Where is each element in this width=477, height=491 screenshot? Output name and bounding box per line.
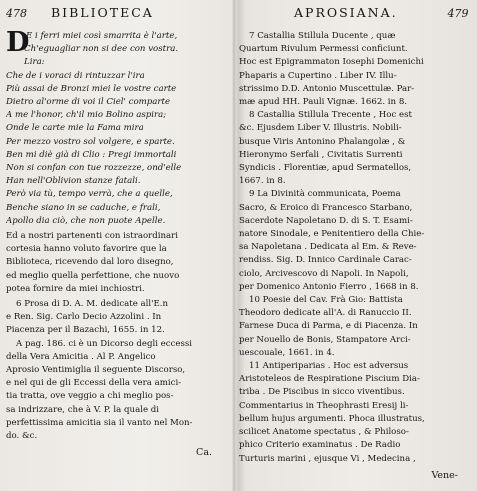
text-line: Apollo dia ciò, che non puote Apelle.: [6, 215, 166, 226]
text-line: Ed a nostri partenenti con istraordinari: [6, 231, 179, 242]
text-line: e nel qui de gli Eccessi della vera amici-: [6, 378, 182, 389]
text-line: bellum hujus argumenti. Phoca illustratus,: [239, 413, 425, 424]
text-line: strissimo D.D. Antonio Muscettulæ. Par-: [239, 83, 415, 94]
text-line: Aprosio Ventimiglia il seguente Discorso,: [6, 365, 186, 376]
text-line: e Ren. Sig. Carlo Decio Azzolini . In: [6, 312, 162, 323]
text-line: Phaparis a Cupertino . Liber IV. Illu-: [239, 70, 397, 81]
text-line: per Domenico Antonio Fierro , 1668 in 8.: [239, 281, 419, 292]
text-line: 6 Prosa di D. A. M. dedicate all'E.n: [16, 299, 169, 310]
right-page-number: 479: [447, 7, 469, 20]
text-line: Turturis marini , ejusque Vi , Medecina ,: [239, 453, 416, 464]
text-line: Ben mi diè già di Clio : Pregi immortali: [6, 149, 177, 160]
text-line: rendiss. Sig. D. Innico Cardinale Carac-: [239, 255, 412, 266]
text-line: do. &c.: [6, 431, 38, 442]
catchword: Vene-: [431, 469, 458, 481]
text-line: per Nouello de Bonis, Stampatore Arci-: [239, 334, 411, 345]
text-line: &c. Ejusdem Liber V. Illustris. Nobili-: [239, 123, 402, 134]
text-line: natore Sinodale, e Penitentiero della Chie-: [239, 229, 425, 240]
text-line: A pag. 186. ci è un Dicorso degli eccessi: [16, 338, 193, 349]
text-line: phico Criterio examinatus . De Radio: [239, 440, 401, 451]
left-page-text: [6, 27, 226, 460]
text-line: busque Viris Antonino Phalangolæ , &: [239, 136, 406, 147]
text-line: Più assai de Bronzi miei le vostre carte: [6, 83, 177, 94]
text-line: E i ferri miei così smarrita è l'arte,: [26, 31, 178, 41]
text-line: Hieronymo Serfali , Civitatis Surrenti: [239, 149, 403, 160]
text-line: sa Napoletana . Dedicata al Em. & Reve-: [239, 242, 417, 253]
text-line: Biblioteca, ricevendo dal loro disegno,: [6, 257, 174, 268]
text-line: 8 Castallia Stillula Trecente , Hoc est: [249, 110, 412, 121]
text-line: scilicet Anatome spectatus , & Philoso-: [239, 427, 409, 438]
text-line: Hoc est Epigrammaton Iosephi Domenichi: [239, 57, 424, 68]
text-line: Sacro, & Eroico di Francesco Starbano,: [239, 202, 413, 213]
text-line: Che de i voraci di rintuzzar l'ira: [6, 70, 145, 81]
right-page-text: [239, 30, 472, 482]
right-page-header: [294, 5, 469, 20]
text-line: 11 Antiperiparias . Hoc est adversus: [249, 361, 409, 372]
text-line: Quartum Rivulum Permessi conficiunt.: [239, 44, 408, 55]
text-line: della Vera Amicitia . Al P. Angelico: [6, 351, 156, 362]
text-line: ed meglio quella perfettione, che nuovo: [6, 270, 180, 281]
right-running-title: APROSIANA.: [294, 5, 398, 20]
left-page-header: [6, 5, 154, 20]
text-line: Lira:: [24, 57, 45, 68]
text-line: Benche siano in se caduche, e frali,: [6, 202, 161, 213]
catchword: Ca.: [196, 447, 212, 459]
text-line: 10 Poesie del Cav. Frà Gio: Battista: [249, 295, 403, 306]
text-line: Però via tù, tempo verrà, che a quelle,: [6, 189, 173, 200]
text-line: triba . De Piscibus in sicco viventibus.: [239, 387, 405, 398]
text-line: perfettissima amicitia sia il vanto nel Mon-: [6, 417, 193, 428]
text-line: potea fornire da miei inchiostri.: [6, 283, 145, 294]
text-line: Non si confan con tue rozzezze, ond'elle: [6, 163, 182, 174]
text-line: Commentarius in Theophrasti Eresij li-: [239, 400, 409, 411]
right-page: [236, 0, 477, 491]
text-line: mæ apud HH. Pauli Vignæ. 1662. in 8.: [239, 97, 408, 108]
text-line: tia tratta, ove veggio a chi meglio pos-: [6, 391, 174, 402]
text-line: sa indrizzare, che à V. P. la quale di: [6, 404, 160, 415]
text-line: Onde le carte mie la Fama mira: [6, 123, 144, 134]
text-line: A me l'honor, ch'il mio Bolino aspira;: [6, 110, 167, 121]
drop-cap: D: [6, 27, 30, 58]
text-line: Per mezzo vostro sol volgere, e sparte.: [6, 136, 175, 147]
text-line: Syndicis . Florentiæ, apud Sermatellos,: [239, 163, 412, 174]
text-line: Sacerdote Napoletano D. di S. T. Esami-: [239, 215, 413, 226]
text-line: 7 Castallia Stillula Ducente , quæ: [249, 31, 396, 41]
left-running-title: BIBLIOTECA: [50, 5, 154, 20]
text-line: uescouale, 1661. in 4.: [239, 347, 335, 358]
text-line: Dietro al'orme di voi il Ciel' comparte: [6, 97, 171, 108]
text-line: ciolo, Arcivescovo di Napoli. In Napoli,: [239, 268, 409, 279]
text-line: Piacenza per il Bazachi, 1655. in 12.: [6, 325, 165, 336]
text-line: 1667. in 8.: [239, 176, 286, 187]
text-line: Aristoteleos de Respiratione Piscium Dia-: [239, 374, 420, 385]
left-page-number: 478: [6, 7, 27, 20]
text-line: 9 La Divinità communicata, Poema: [249, 189, 401, 200]
text-line: Ch'eguagliar non si dee con vostra.: [24, 44, 179, 55]
text-line: cortesia hanno voluto favorire que la: [6, 244, 167, 255]
left-page: [0, 0, 232, 491]
text-line: Han nell'Oblivion stanze fatali.: [6, 176, 141, 187]
text-line: Theodoro dedicate all'A. di Ranuccio II.: [239, 308, 412, 319]
text-line: Farnese Duca di Parma, e di Piacenza. In: [239, 321, 418, 332]
